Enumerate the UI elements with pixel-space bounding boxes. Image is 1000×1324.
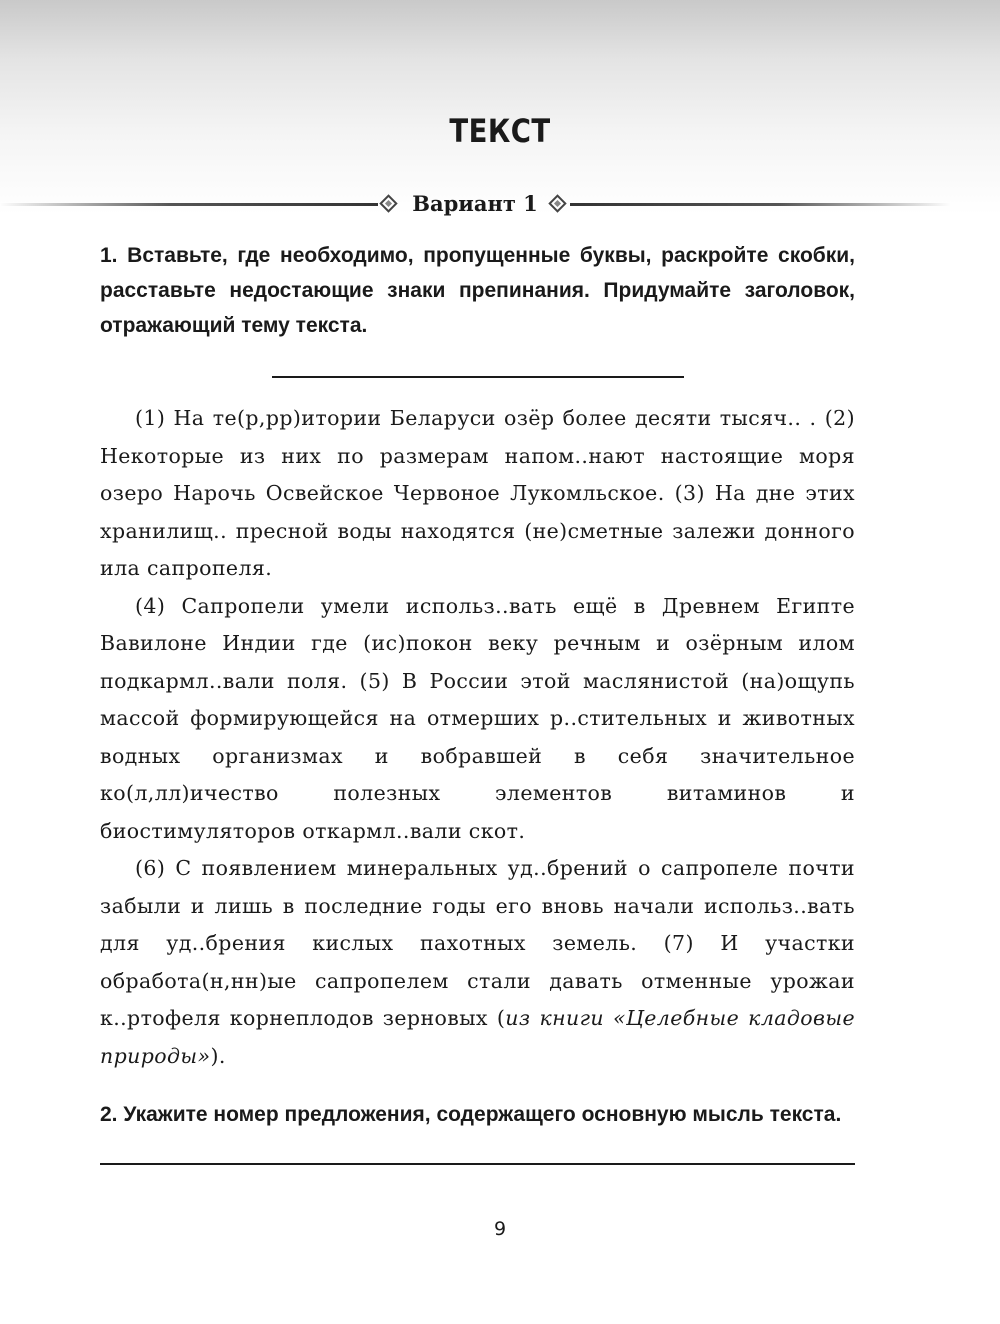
variant-header bbox=[0, 190, 1000, 220]
header-shade bbox=[0, 0, 1000, 215]
title-answer-line bbox=[272, 376, 684, 378]
page-number: 9 bbox=[493, 1218, 507, 1240]
text-paragraph: (1) На те(р,рр)итории Беларуси озёр более десяти тысяч.. . (2) Некоторые из них по размерам напом..нают настоящие моря озеро Нарочь Освейское Червоное Лукомльское. (3) На дне этих хранилищ.. пресной воды находятся (не)сметные залежи донного ила сапропеля. bbox=[100, 406, 855, 580]
divider-right bbox=[570, 203, 950, 206]
task-2-instruction: 2. Укажите номер предложения, содержащего основную мысль текста. bbox=[100, 1103, 842, 1126]
answer-line bbox=[100, 1163, 855, 1165]
source-citation: из книги «Целебные кладовые природы» bbox=[100, 1006, 855, 1068]
diamond-ornament-left bbox=[379, 194, 397, 212]
text-paragraph: (4) Сапропели умели использ..вать ещё в Древнем Египте Вавилоне Индии где (ис)покон веку речным и озёрным илом подкармл..вали поля. (5) В России этой маслянистой (на)ощупь массой формирующейся на отмерших р..стительных и животных водных организмах и вобравшей в себя значительное ко(л,лл)ичество полезных элементов витаминов и биостимуляторов откармл..вали скот. bbox=[100, 593, 855, 843]
diamond-ornament-right bbox=[548, 194, 566, 212]
exercise-text bbox=[100, 400, 855, 1075]
variant-label: Вариант 1 bbox=[412, 191, 538, 216]
paragraph-ending: ). bbox=[210, 1043, 226, 1068]
task-1-instruction: 1. Вставьте, где необходимо, пропущенные буквы, раскройте скобки, расставьте недостающие знаки препинания. Придумайте заголовок, отражающий тему текста. bbox=[100, 244, 855, 337]
page-title: ТЕКСТ bbox=[449, 112, 551, 150]
paragraph-text: (6) С появлением минеральных уд..брений о сапропеле почти забыли и лишь в последние годы его вновь начали использ..вать для уд..брения кислых пахотных земель. (7) И участки обработа(н,нн)ые сапропелем стали давать отменные урожаи к..ртофеля корнеплодов зерновых ( bbox=[100, 856, 855, 1030]
text-paragraph-last bbox=[100, 850, 855, 1075]
divider-left bbox=[0, 203, 378, 206]
